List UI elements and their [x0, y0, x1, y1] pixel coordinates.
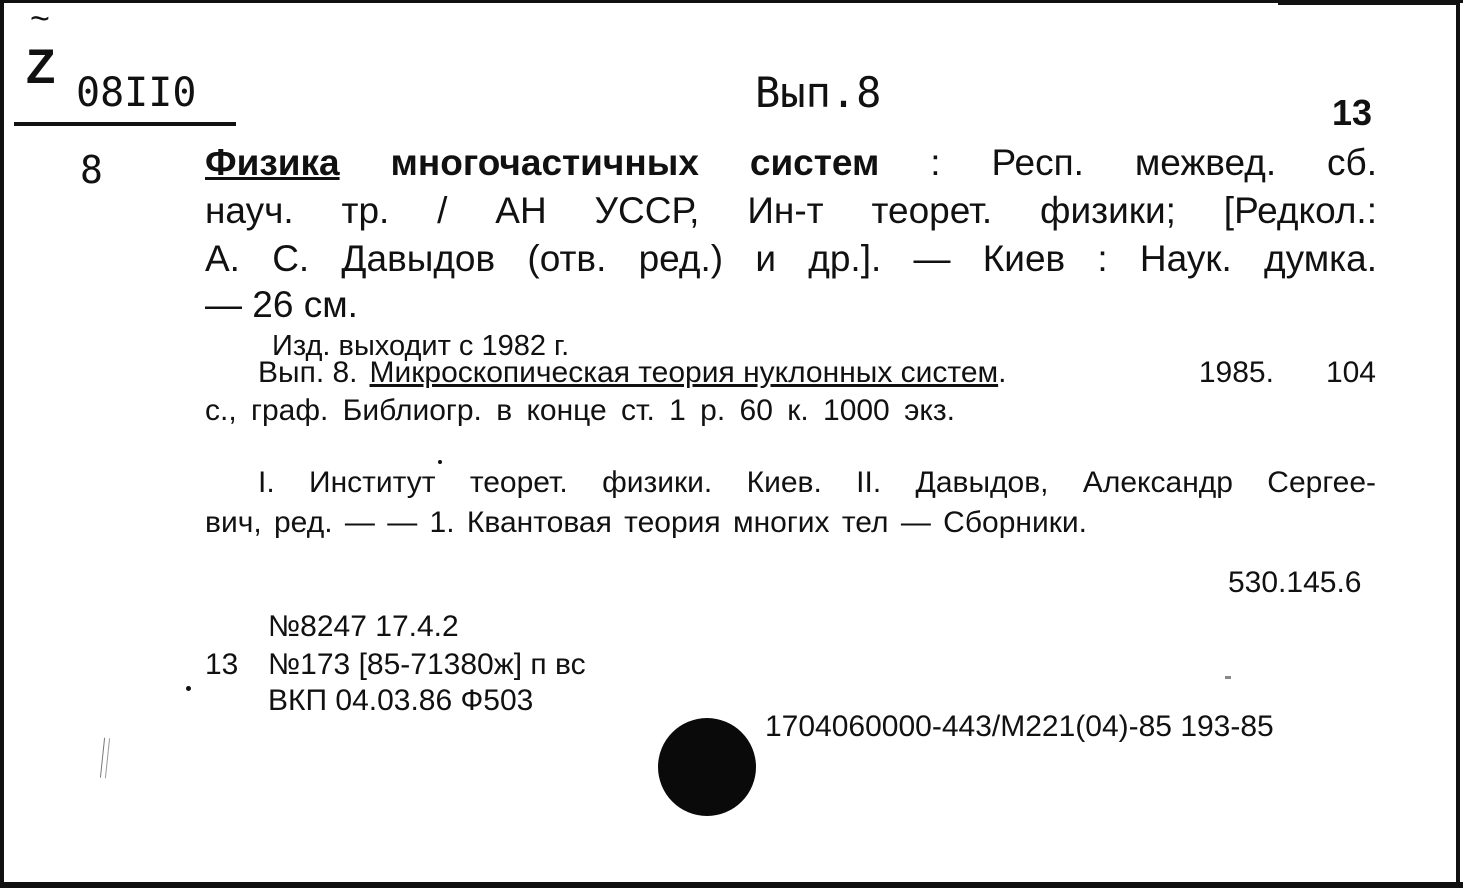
bibliographic-details: с., граф. Библиогр. в конце ст. 1 р. 60 к. 1000 экз.	[205, 394, 955, 427]
entry-line-2: науч. тр. / АН УССР, Ин-т теорет. физики; [Редкол.:	[205, 190, 1377, 231]
ink-speck	[186, 686, 191, 691]
udc-code: 530.145.6	[1228, 566, 1362, 599]
card-top-tab	[1278, 0, 1456, 5]
tracing-line-1: I. Институт теорет. физики. Киев. II. Давыдов, Александр Сергее-	[258, 466, 1376, 499]
issue-title: Микроскопическая теория нуклонных систем	[369, 356, 999, 389]
entry-line-3: А. С. Давыдов (отв. ред.) и др.]. — Киев : Наук. думка.	[205, 238, 1377, 279]
title-word: Физика	[205, 142, 340, 183]
registry-number-prefix: 13	[205, 648, 239, 681]
issue-line	[258, 356, 1376, 390]
issue-spacer	[1018, 356, 1186, 390]
issue-pages: 104	[1325, 356, 1376, 389]
card-right-border	[1456, 0, 1460, 888]
left-digit: 8	[80, 148, 103, 192]
publication-note: Изд. выходит с 1982 г.	[272, 330, 570, 362]
pencil-mark	[100, 738, 110, 778]
issue-label: Вып.8	[755, 68, 882, 117]
issue-period: .	[998, 356, 1007, 389]
entry-line-1	[205, 142, 1377, 184]
entry-line-4: — 26 см.	[205, 284, 358, 325]
call-letter: Z	[26, 41, 56, 94]
ink-speck	[438, 460, 442, 464]
call-number-underline	[14, 122, 236, 126]
tracing-line-2: вич, ред. — — 1. Квантовая теория многих тел — Сборники.	[205, 506, 1087, 539]
pen-mark	[1225, 676, 1231, 679]
call-number: 08II0	[76, 70, 197, 116]
registry-line-3: ВКП 04.03.86 Ф503	[268, 684, 534, 717]
registry-line-2: №173 [85-71380ж] п вс	[268, 648, 586, 681]
handwritten-tilde: ~	[30, 0, 50, 38]
punch-hole	[658, 718, 756, 816]
registry-line-1: №8247 17.4.2	[268, 610, 459, 643]
title-rest: многочастичных систем	[390, 142, 880, 183]
issue-prefix: Вып. 8.	[258, 356, 358, 389]
issue-year: 1985.	[1198, 356, 1274, 389]
line1-rest: : Респ. межвед. сб.	[930, 142, 1377, 183]
card-top-border	[0, 0, 1463, 3]
corner-number: 13	[1332, 92, 1373, 133]
card-bottom-border	[0, 882, 1463, 888]
publication-code: 1704060000-443/М221(04)-85 193-85	[765, 710, 1274, 743]
card-left-border	[0, 0, 4, 888]
